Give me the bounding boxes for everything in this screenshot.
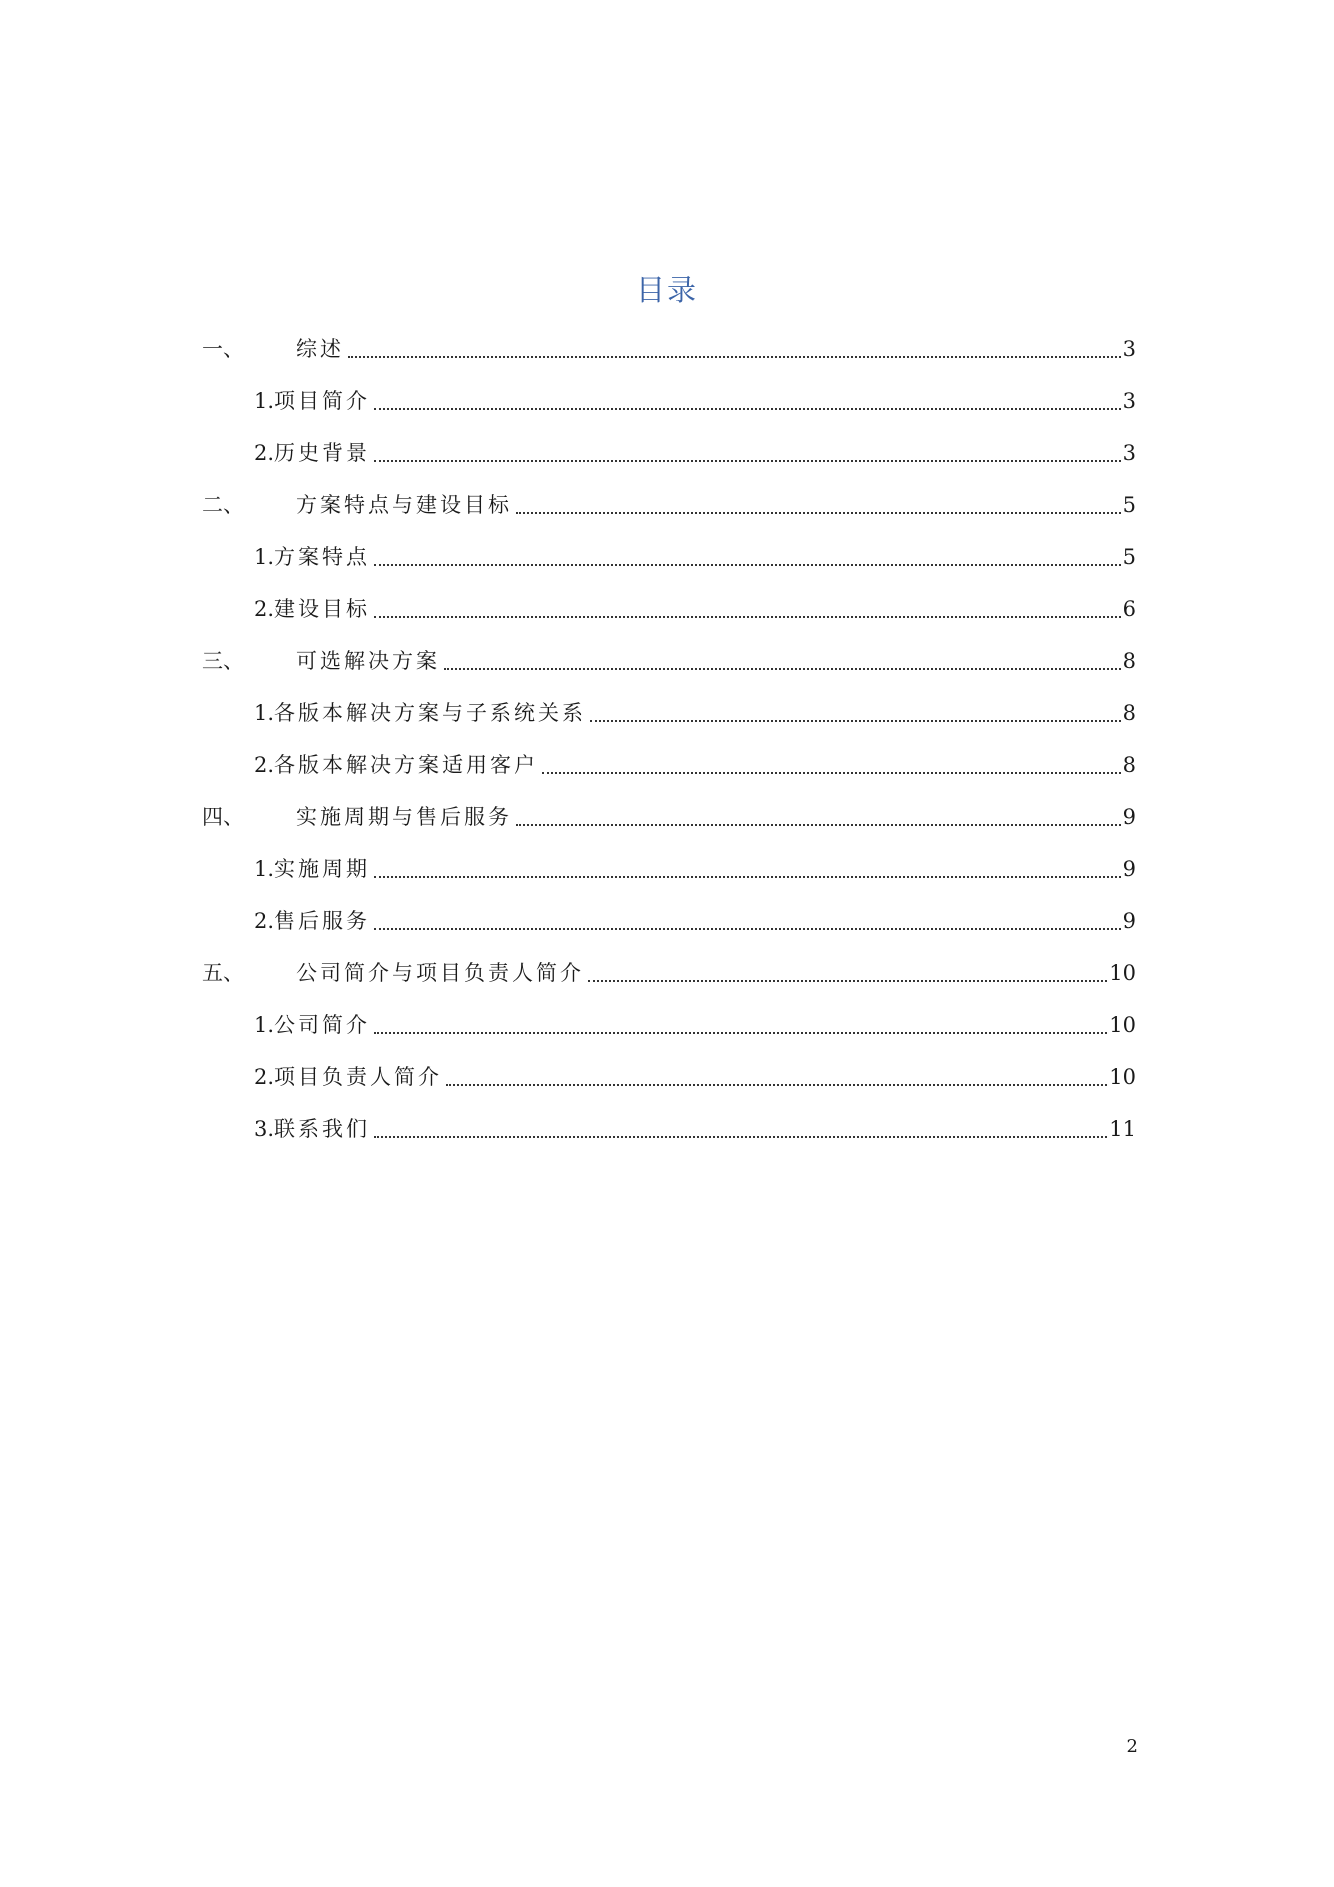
toc-entry-title: 综述 <box>296 337 344 361</box>
toc-entry-number: 三、 <box>202 649 244 673</box>
toc-entry-number: 2. <box>253 441 274 465</box>
toc-entry-title: 项目简介 <box>274 389 370 413</box>
toc-entry-number: 2. <box>253 909 274 933</box>
toc-entry-5-1[interactable] <box>202 999 1136 1051</box>
toc-entry-title: 联系我们 <box>274 1117 370 1141</box>
toc-entry-number: 1. <box>253 389 274 413</box>
toc-entry-4-1[interactable] <box>202 843 1136 895</box>
toc-dot-leader <box>516 791 1121 843</box>
toc-entry-1-1[interactable] <box>202 375 1136 427</box>
toc-entry-page: 9 <box>1122 857 1136 881</box>
toc-entry-number: 1. <box>253 1013 274 1037</box>
toc-entry-page: 10 <box>1109 1065 1136 1089</box>
toc-entry-number: 四、 <box>202 805 244 829</box>
toc-dot-leader <box>374 895 1121 947</box>
page-number: 2 <box>1126 1736 1138 1757</box>
toc-entry-page: 10 <box>1109 1013 1136 1037</box>
toc-entry-page: 9 <box>1122 805 1136 829</box>
toc-dot-leader <box>374 583 1121 635</box>
toc-entry-5[interactable] <box>202 947 1136 999</box>
toc-entry-2[interactable] <box>202 479 1136 531</box>
toc-dot-leader <box>516 479 1121 531</box>
toc-entry-number: 1. <box>253 857 274 881</box>
toc-entry-title: 各版本解决方案适用客户 <box>274 753 538 777</box>
toc-dot-leader <box>348 323 1121 375</box>
toc-entry-title: 公司简介 <box>274 1013 370 1037</box>
toc-entry-title: 售后服务 <box>274 909 370 933</box>
toc-dot-leader <box>542 739 1121 791</box>
toc-entry-page: 10 <box>1109 961 1136 985</box>
toc-entry-3-1[interactable] <box>202 687 1136 739</box>
toc-entry-number: 五、 <box>202 961 244 985</box>
toc-entry-5-2[interactable] <box>202 1051 1136 1103</box>
toc-entry-page: 3 <box>1122 337 1136 361</box>
toc-entry-number: 1. <box>253 545 274 569</box>
toc-dot-leader <box>444 635 1121 687</box>
toc-entry-title: 历史背景 <box>274 441 370 465</box>
toc-entry-page: 9 <box>1122 909 1136 933</box>
toc-entry-number: 2. <box>253 597 274 621</box>
toc-entry-number: 1. <box>253 701 274 725</box>
toc-entry-title: 各版本解决方案与子系统关系 <box>274 701 586 725</box>
toc-dot-leader <box>374 427 1121 479</box>
toc-entry-5-3[interactable] <box>202 1103 1136 1155</box>
toc-entry-number: 二、 <box>202 493 244 517</box>
toc-entry-title: 公司简介与项目负责人简介 <box>296 961 584 985</box>
toc-entry-page: 11 <box>1109 1117 1136 1141</box>
toc-entry-1[interactable] <box>202 323 1136 375</box>
toc-entry-title: 方案特点 <box>274 545 370 569</box>
toc-entry-number: 2. <box>253 1065 274 1089</box>
toc-entry-title: 方案特点与建设目标 <box>296 493 512 517</box>
toc-dot-leader <box>374 999 1107 1051</box>
toc-entry-number: 2. <box>253 753 274 777</box>
toc-entry-2-2[interactable] <box>202 583 1136 635</box>
toc-entry-2-1[interactable] <box>202 531 1136 583</box>
toc-entry-title: 项目负责人简介 <box>274 1065 442 1089</box>
toc-entry-title: 可选解决方案 <box>296 649 440 673</box>
toc-entry-page: 8 <box>1122 649 1136 673</box>
toc-dot-leader <box>374 1103 1107 1155</box>
toc-entry-title: 实施周期 <box>274 857 370 881</box>
toc-title: 目录 <box>635 273 698 307</box>
toc-entry-title: 建设目标 <box>274 597 370 621</box>
toc-entry-page: 3 <box>1122 389 1136 413</box>
toc-entry-3-2[interactable] <box>202 739 1136 791</box>
toc-list <box>202 323 1136 1155</box>
toc-entry-number: 一、 <box>202 337 244 361</box>
toc-dot-leader <box>590 687 1121 739</box>
toc-dot-leader <box>374 375 1121 427</box>
toc-entry-number: 3. <box>253 1117 274 1141</box>
toc-entry-page: 6 <box>1122 597 1136 621</box>
toc-entry-3[interactable] <box>202 635 1136 687</box>
toc-entry-page: 8 <box>1122 753 1136 777</box>
toc-dot-leader <box>446 1051 1107 1103</box>
toc-entry-1-2[interactable] <box>202 427 1136 479</box>
toc-dot-leader <box>374 531 1121 583</box>
toc-dot-leader <box>374 843 1121 895</box>
toc-entry-4-2[interactable] <box>202 895 1136 947</box>
toc-entry-page: 5 <box>1122 545 1136 569</box>
toc-entry-title: 实施周期与售后服务 <box>296 805 512 829</box>
toc-dot-leader <box>588 947 1107 999</box>
toc-entry-4[interactable] <box>202 791 1136 843</box>
toc-entry-page: 5 <box>1122 493 1136 517</box>
toc-entry-page: 3 <box>1122 441 1136 465</box>
toc-entry-page: 8 <box>1122 701 1136 725</box>
